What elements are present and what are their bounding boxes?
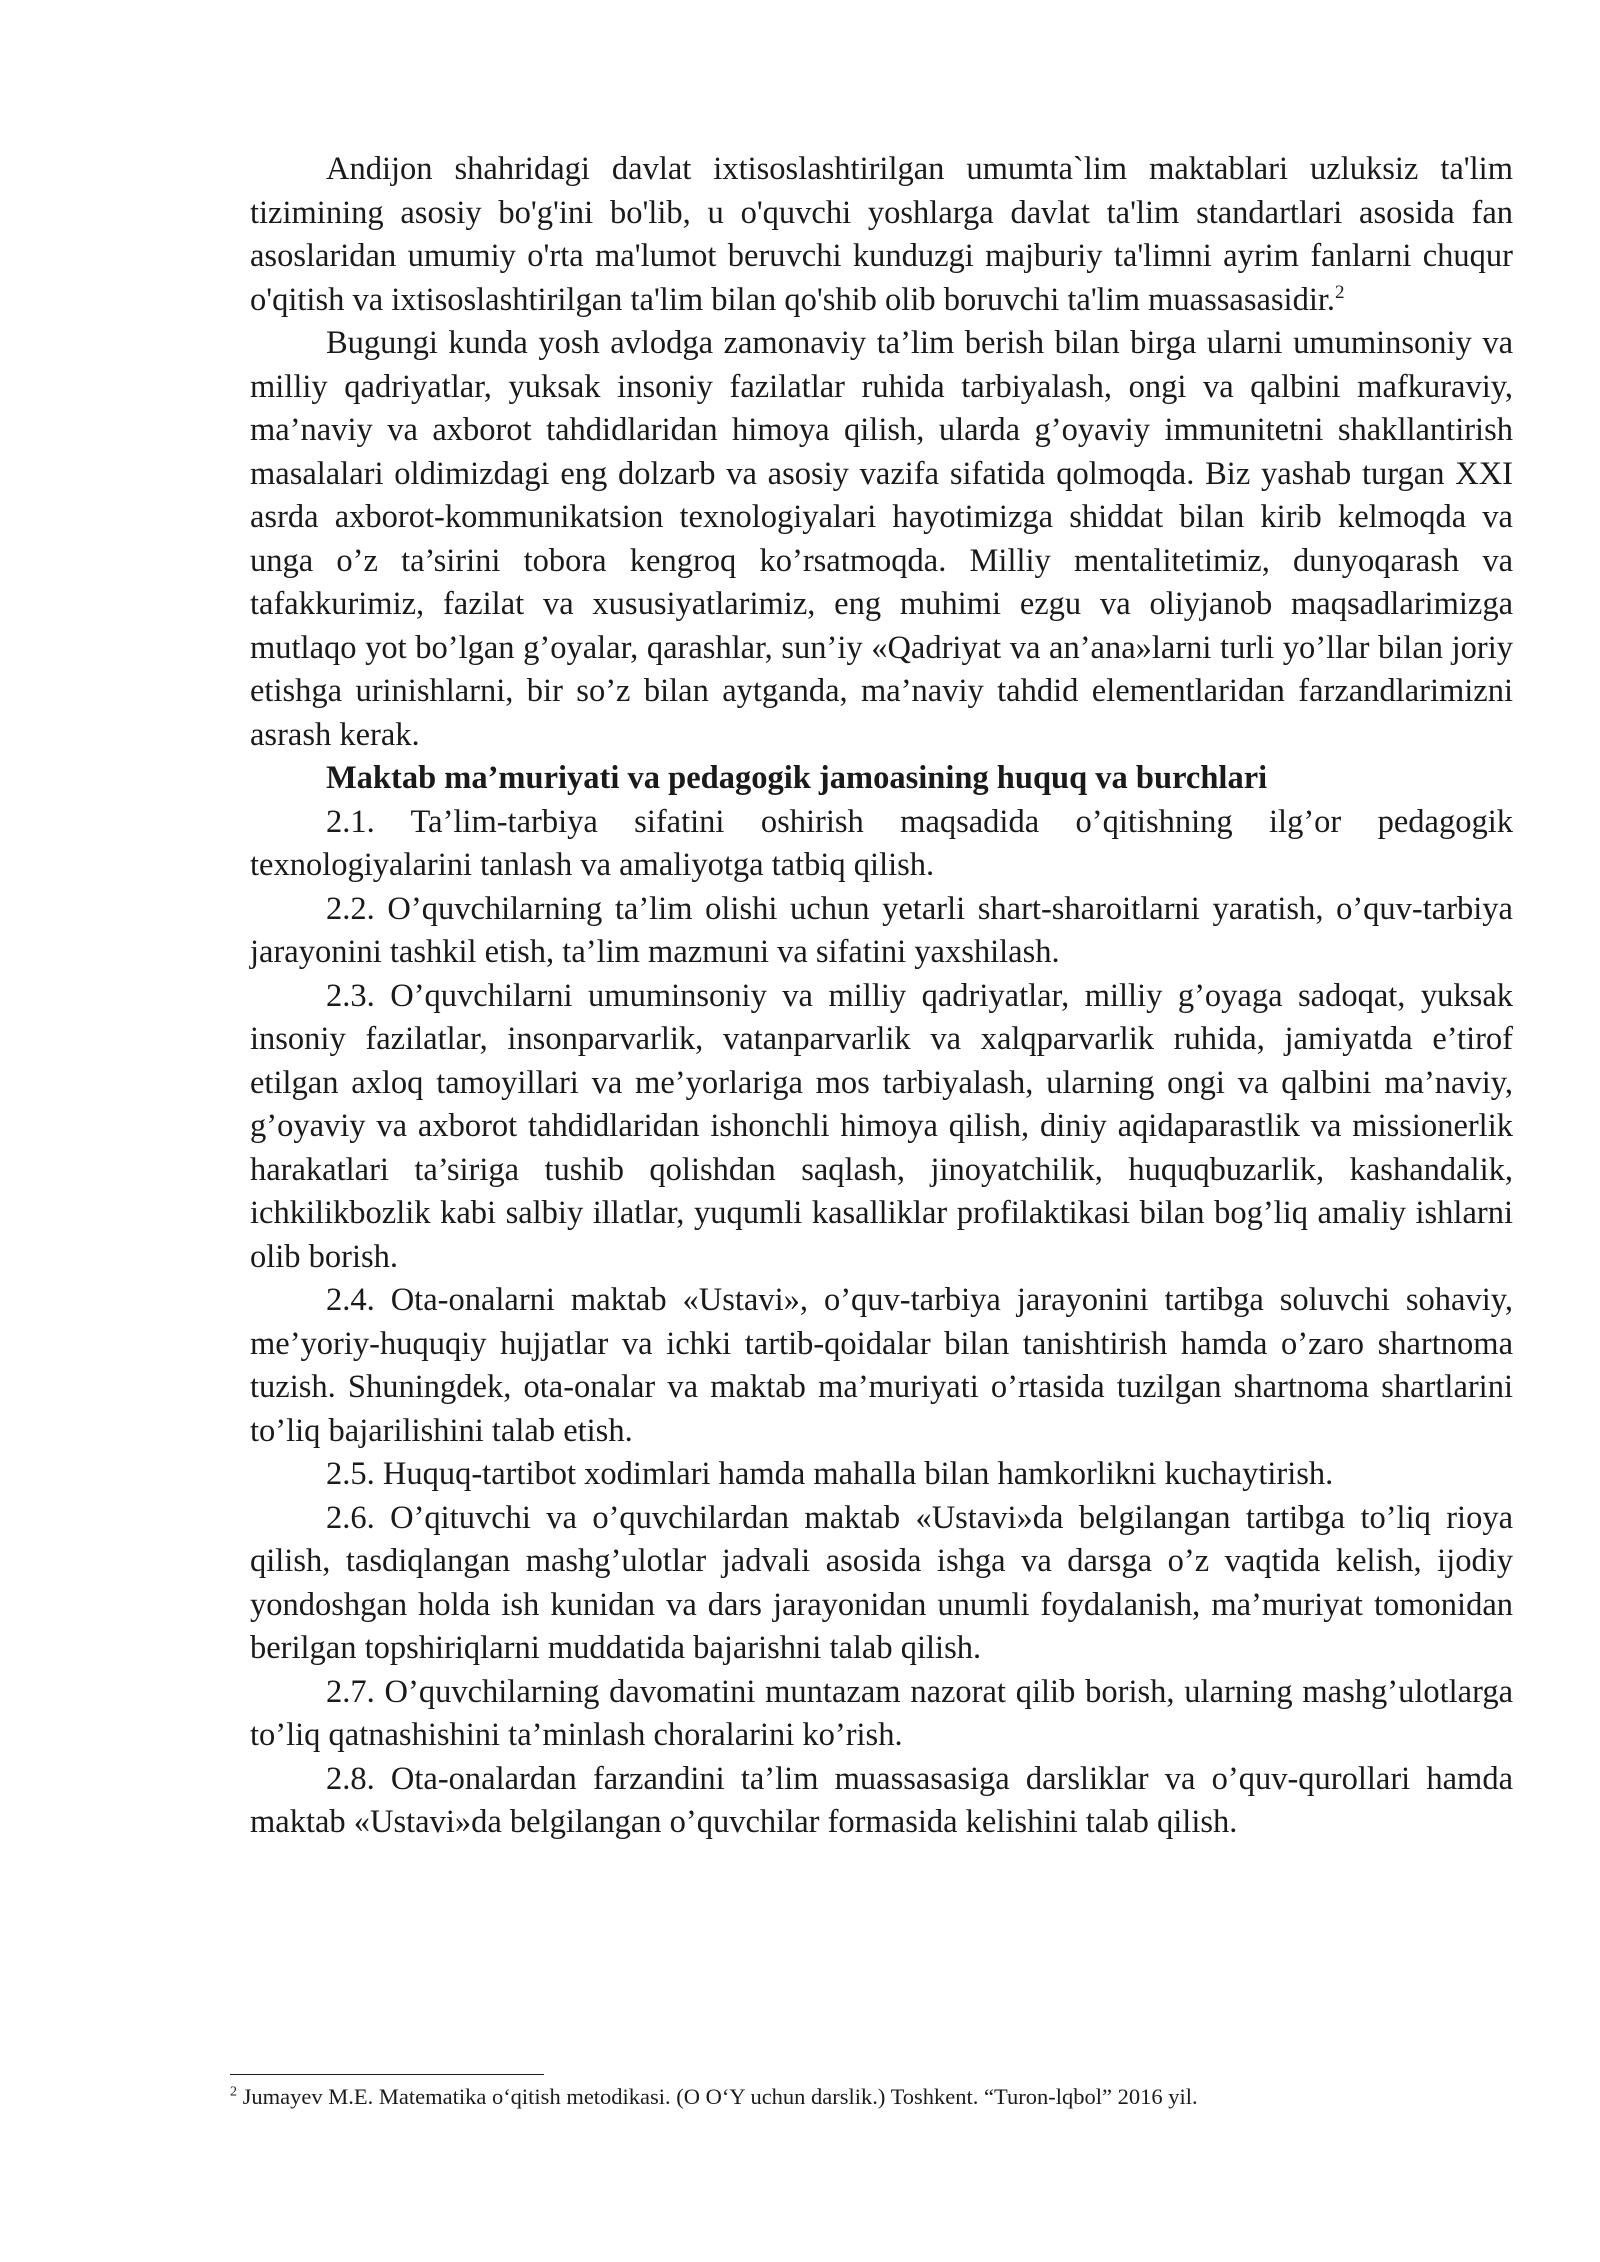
list-item-2-1: 2.1. Ta’lim-tarbiya sifatini oshirish maqsadida o’qitishning ilg’or pedagogik texnologiyalarini tanlash va amaliyotga tatbiq qilish. bbox=[250, 803, 1513, 883]
footnote bbox=[230, 2082, 1530, 2112]
list-item-2-5: 2.5. Huquq-tartibot xodimlari hamda mahalla bilan hamkorlikni kuchaytirish. bbox=[326, 1456, 1334, 1492]
list-item-2-2: 2.2. O’quvchilarning ta’lim olishi uchun yetarli shart-sharoitlarni yaratish, o’quv-tarbiya jarayonini tashkil etish, ta’lim mazmuni va sifatini yaxshilash. bbox=[250, 890, 1513, 970]
footnote-reference: 2 bbox=[1335, 281, 1345, 303]
footnote-number: 2 bbox=[230, 2084, 237, 2100]
footnote-text: Jumayev M.E. Matematika o‘qitish metodikasi. (O O‘Y uchun darslik.) Toshkent. “Turon-lqbol” 2016 yil. bbox=[237, 2084, 1198, 2109]
intro-paragraph bbox=[250, 148, 1513, 322]
intro-paragraph-text: Andijon shahridagi davlat ixtisoslashtirilgan umumta`lim maktablari uzluksiz ta'lim tizimining asosiy bo'g'ini bo'lib, u o'quvchi yoshlarga davlat ta'lim standartlari asosida fan asoslaridan umumiy o'rta ma'lumot beruvchi kunduzgi majburiy ta'limni ayrim fanlarni chuqur o'qitish va ixtisoslashtirilgan ta'lim bilan qo'shib olib boruvchi ta'lim muassasasidir. bbox=[250, 151, 1513, 318]
list-item-2-7: 2.7. O’quvchilarning davomatini muntazam nazorat qilib borish, ularning mashg’ulotlarga to’liq qatnashishini ta’minlash choralarini ko’rish. bbox=[250, 1673, 1513, 1753]
body-paragraph: Bugungi kunda yosh avlodga zamonaviy ta’lim berish bilan birga ularni umuminsoniy va milliy qadriyatlar, yuksak insoniy fazilatlar ruhida tarbiyalash, ongi va qalbini mafkuraviy, ma’naviy va axborot tahdidlaridan himoya qilish, ularda g’oyaviy immunitetni shakllantirish masalalari oldimizdagi eng dolzarb va asosiy vazifa sifatida qolmoqda. Biz yashab turgan XXI asrda axborot-kommunikatsion texnologiyalari hayotimizga shiddat bilan kirib kelmoqda va unga o’z ta’sirini tobora kengroq ko’rsatmoqda. Milliy mentalitetimiz, dunyoqarash va tafakkurimiz, fazilat va xususiyatlarimiz, eng muhimi ezgu va oliyjanob maqsadlarimizga mutlaqo yot bo’lgan g’oyalar, qarashlar, sun’iy «Qadriyat va an’ana»larni turli yo’llar bilan joriy etishga urinishlarni, bir so’z bilan aytganda, ma’naviy tahdid elementlaridan farzandlarimizni asrash kerak. bbox=[250, 325, 1513, 753]
document-page bbox=[250, 148, 1513, 1845]
list-item-2-6: 2.6. O’qituvchi va o’quvchilardan maktab «Ustavi»da belgilangan tartibga to’liq rioya qilish, tasdiqlangan mashg’ulotlar jadvali asosida ishga va darsga o’z vaqtida kelish, ijodiy yondoshgan holda ish kunidan va dars jarayonidan unumli foydalanish, ma’muriyat tomonidan berilgan topshiriqlarni muddatida bajarishni talab qilish. bbox=[250, 1499, 1513, 1666]
footnote-separator bbox=[230, 2074, 544, 2075]
list-item-2-3: 2.3. O’quvchilarni umuminsoniy va milliy qadriyatlar, milliy g’oyaga sadoqat, yuksak insoniy fazilatlar, insonparvarlik, vatanparvarlik va xalqparvarlik ruhida, jamiyatda e’tirof etilgan axloq tamoyillari va me’yorlariga mos tarbiyalash, ularning ongi va qalbini ma’naviy, g’oyaviy va axborot tahdidlaridan ishonchli himoya qilish, diniy aqidaparastlik va missionerlik harakatlari ta’siriga tushib qolishdan saqlash, jinoyatchilik, huquqbuzarlik, kashandalik, ichkilikbozlik kabi salbiy illatlar, yuqumli kasalliklar profilaktikasi bilan bog’liq amaliy ishlarni olib borish. bbox=[250, 977, 1513, 1275]
list-item-2-4: 2.4. Ota-onalarni maktab «Ustavi», o’quv-tarbiya jarayonini tartibga soluvchi sohaviy, me’yoriy-huquqiy hujjatlar va ichki tartib-qoidalar bilan tanishtirish hamda o’zaro shartnoma tuzish. Shuningdek, ota-onalar va maktab ma’muriyati o’rtasida tuzilgan shartnoma shartlarini to’liq bajarilishini talab etish. bbox=[250, 1282, 1513, 1449]
section-heading: Maktab ma’muriyati va pedagogik jamoasining huquq va burchlari bbox=[326, 760, 1268, 796]
list-item-2-8: 2.8. Ota-onalardan farzandini ta’lim muassasasiga darsliklar va o’quv-qurollari hamda maktab «Ustavi»da belgilangan o’quvchilar formasida kelishini talab qilish. bbox=[250, 1760, 1513, 1840]
